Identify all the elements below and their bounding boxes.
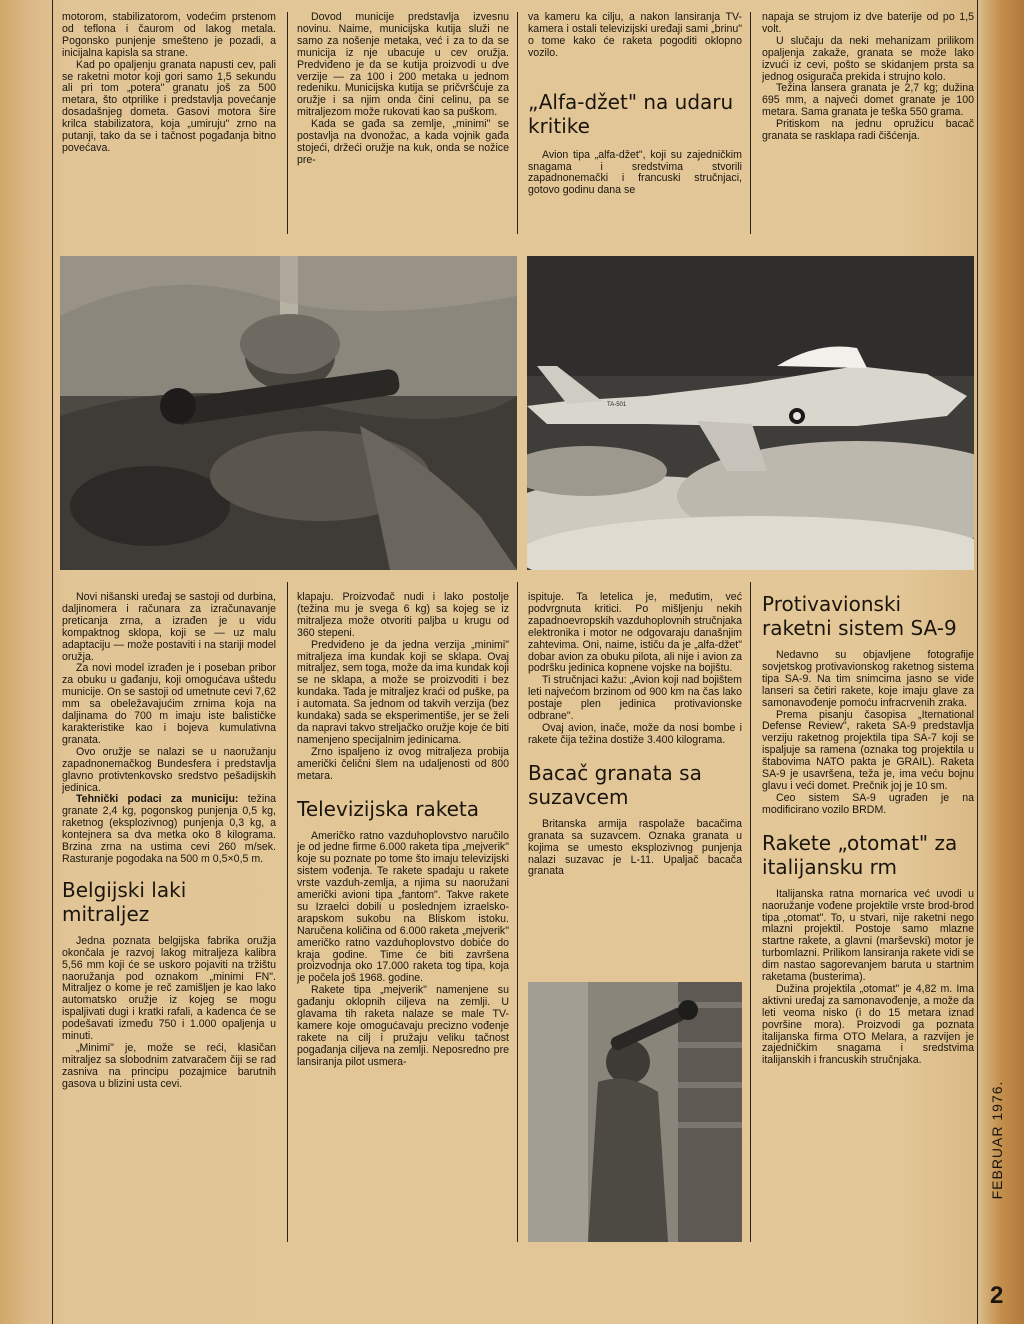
column-rule	[750, 582, 751, 1242]
paragraph: Ti stručnjaci kažu: „Avion koji nad bojištem leti najvećom brzinom od 900 km na čas lako postaje plen jedinica protivavionske odbrane".	[528, 674, 742, 723]
bottom-column-2	[297, 592, 509, 1242]
alpha-jet-image	[527, 256, 974, 570]
issue-date	[982, 1030, 1012, 1250]
paragraph: „Minimi" je, može se reći, klasičan mitraljez sa slobodnim zatvaračem čiji se rad zasniva na principu pozajmice barutnih gasova u blizini usta cevi.	[62, 1042, 276, 1090]
article-heading: Protivavionski raketni sistem SA-9	[762, 592, 957, 640]
column-rule	[287, 582, 288, 1242]
paragraph: Britanska armija raspolaže bacačima granata sa suzavcem. Oznaka granata u kojima se umesto eksplozivnog punjenja nalazi suzavac je L-11. Upaljač bacača granata	[528, 817, 742, 878]
paragraph: Jedna poznata belgijska fabrika oružja okončala je razvoj lakog mitraljeza kalibra 5,56 mm koji će se uskoro pojaviti na tržištu naoružanja pod oznakom „minimi FN". Mitraljez o kome je reč zamišljen je kao lako automatsko oružje iz kojeg se mogu ispaljivati dugi i kratki rafali, a kadenca će se podešavati između 750 i 1.000 opaljenja u minuti.	[62, 934, 276, 1043]
paragraph: Dužina projektila „otomat" je 4,82 m. Ima aktivni uređaj za samonavođenje, a može da leti veoma nisko (i do 15 metara iznad površine mora). Proizvodi ga poznata italijanska firma OTO Melara, a razvijen je zajedničkim snagama i sredstvima italijanskih i francuskih stručnjaka.	[762, 982, 974, 1067]
article-heading: Bacač granata sa suzavcem	[528, 760, 702, 809]
bottom-column-3	[528, 592, 742, 972]
paragraph: U slučaju da neki mehanizam prilikom opaljenja zakaže, granata se može lako izvući iz cevi, pošto se skidanjem prsta sa jednog osigurača prekida i strujno kolo.	[762, 34, 974, 83]
issue-date-text: FEBRUAR 1976.	[989, 1080, 1005, 1200]
teargas-launcher-photo	[528, 982, 742, 1242]
column-rule	[287, 12, 288, 234]
paragraph: Američko ratno vazduhoplovstvo naručilo je od jedne firme 6.000 raketa tipa „mejverik" koje su poznate po tome što imaju televizijski sistem vođenja. Te rakete spadaju u rakete vrste vazduh-zemlja, a njima su naoružani američki avioni tipa „fantom". Takve rakete su Izraelci dobili u poslednjem izraelsko-arapskom sukobu na Bliskom istoku. Naručena količina od 6.000 raketa „mejverik" američko ratno vazduhoplovstvo dobiće do kraja godine. Time će biti završena proizvodnja oko 17.000 raketa tog tipa, koja je počela još 1968. godine.	[297, 829, 509, 985]
paragraph: Predviđeno je da jedna verzija „minimi" mitraljeza ima kundak koji se sklapa. Ovaj mitraljez, sem toga, može da ima kundak koji se ne sklapa, a može se proizvoditi i bez kundaka. Tada je mitraljez kraći od puške, pa i automata. Sa jednom od takvih verzija (bez kundaka) sada se eksperimentiše, jer se želi da napravi takvo streljačko oružje koje će biti namenjeno specijalnim jedinicama.	[297, 638, 509, 746]
paragraph: Dovod municije predstavlja izvesnu novinu. Naime, municijska kutija služi ne samo za nošenje metaka, već i za to da se municija iz nje ubacuje u cev oružja. Predviđeno je da se kutija proizvodi u dve verzije — za 100 i 200 metaka u jednom redeniku. Municijska kutija se pričvršćuje za oružje i sa njim onda čini celinu, pa se mitraljezom može rukovati kao sa puškom.	[297, 12, 509, 119]
aircraft-marking: TA-501	[607, 402, 627, 408]
paragraph: Nedavno su objavljene fotografije sovjetskog protivavionskog raketnog sistema tipa SA-9. Na tim snimcima jasno se vide lanseri sa četiri rakete, koje imaju glave za samonavođenje pomoću infracrvenih zraka.	[762, 649, 974, 709]
paragraph: Težina lansera granata je 2,7 kg; dužina 695 mm, a najveći domet granate je 100 metara. Sama granata je teška 550 grama.	[762, 82, 974, 119]
bottom-column-4	[762, 592, 974, 1242]
soldier-launcher-image	[60, 256, 517, 570]
article-heading: Televizijska raketa	[297, 796, 480, 821]
top-column-2	[297, 12, 509, 232]
paragraph: Zrno ispaljeno iz ovog mitraljeza probija američki čelični šlem na udaljenosti od 800 metara.	[297, 745, 509, 782]
paragraph: Italijanska ratna mornarica već uvodi u naoružanje vođene projektile vrste brod-brod tipa „otomat". To, u stvari, nije raketni nego mlazni projektil. Postoje samo mlazne startne rakete, a glavni (marševski) motor je turbomlazni. Prilikom lansiranja rakete vidi se dim nastao sagorevanjem baruta u startnim raketama (busterima).	[762, 887, 974, 984]
paragraph: Prema pisanju časopisa „Iternational Defense Review", raketa SA-9 predstavlja verziju raketnog projektila tipa SA-7 koji se ispaljuje sa ramena (oznaka tog projektila u štabovima NATO pakta je GRAIL). Raketa SA-9 je usavršena, teža je, ima veću bojnu glavu i veći domet. Prečnik joj je 10 sm.	[762, 708, 974, 792]
paragraph: motorom, stabilizatorom, vodećim prstenom od teflona i čaurom od lakog metala. Pogonsko punjenje smešteno je pozadi, a inicijalna kapisla sa strane.	[62, 12, 276, 59]
paragraph-text: težina granate 2,4 kg, pogonskog punjenja 0,5 kg, raketnog (eksplozivnog) punjenja 0,3 kg, a kontejnera sa dva metka oko 8 kilograma. Brzina zrna na ustima cevi 260 m/sek. Rasturanje pogodaka na 500 m 0,5×0,5 m.	[62, 793, 276, 865]
paragraph: klapaju. Proizvođač nudi i lako postolje (težina mu je svega 6 kg) sa kojeg se iz mitraljeza može otvoriti paljba u krugu od 360 stepeni.	[297, 592, 509, 639]
article-heading: Rakete „otomat" za italijansku rm	[762, 830, 958, 879]
article-heading: Belgijski laki mitraljez	[62, 877, 187, 926]
paragraph: Ceo sistem SA-9 ugrađen je na modificirano vozilo BRDM.	[762, 791, 974, 816]
paragraph: va kameru ka cilju, a nakon lansiranja TV-kamera i ostali televizijski uređaji sami „brinu" o tome kako će raketa pogoditi oklopno vozilo.	[528, 12, 742, 59]
paragraph: Ovaj avion, inače, može da nosi bombe i rakete čija težina dostiže 3.400 kilograma.	[528, 721, 742, 746]
column-rule	[52, 0, 53, 1324]
bottom-column-1	[62, 592, 276, 1242]
column-rule	[517, 12, 518, 234]
alpha-jet-photo	[527, 256, 974, 570]
paragraph: Rakete tipa „mejverik" namenjene su gađanju oklopnih ciljeva na zemlji. U glavama tih raketa nalaze se male TV-kamere koje omogućavaju precizno vođenje rakete na cilj i pružaju veliku tačnost pogađanja ciljeva na zemlji. Neposredno pre lansiranja pilot usmera-	[297, 984, 509, 1068]
paragraph: Pritiskom na jednu opružicu bacač granata se rasklapa radi čišćenja.	[762, 118, 974, 143]
article-heading: „Alfa-džet" na udaru kritike	[528, 89, 734, 138]
page-edge-rule	[977, 0, 978, 1324]
paragraph: Kada se gađa sa zemlje, „minimi" se postavlja na dvonožac, a kada vojnik gađa stojeći, držeći oružje na kuk, onda se nožice pre-	[297, 118, 509, 166]
paragraph	[62, 794, 276, 865]
page-number: 2	[990, 1282, 1004, 1309]
column-rule	[750, 12, 751, 234]
top-column-3	[528, 12, 742, 232]
bold-lead: Tehnički podaci za municiju:	[76, 793, 239, 806]
paragraph: Za novi model izrađen je i poseban pribor za obuku u gađanju, koji omogućava uštedu municije. On se sastoji od umetnute cevi 7,62 mm sa obeležavajućim zrnima koja na daljinama do 700 m imaju iste balističke karakteristike kao i bojeva kumulativna granata.	[62, 662, 276, 746]
paragraph: Kad po opaljenju granata napusti cev, pali se raketni motor koji gori samo 1,5 sekundu ali pri tom „potera" granatu još za 500 metara, što otprilike i predstavlja povećanje dosadašnjeg dometa. Gasovi motora šire krilca stabilizatora, koja „umiruju" zrno na putanji, tako da se i tačnost pogađanja bitno povećava.	[62, 58, 276, 154]
top-column-4	[762, 12, 974, 232]
top-column-1	[62, 12, 276, 232]
paragraph: ispituje. Ta letelica je, međutim, već podvrgnuta kritici. Po mišljenju nekih zapadnoevropskih vazduhoplovnih stručnjaka elektronika i motor ne odgovaraju današnjim zahtevima. Oni, naime, ističu da je „alfa-džet" dobar avion za obuku pilota, ali nije i avion za podršku jedinica kopnene vojske na bojištu.	[528, 592, 742, 675]
soldier-launcher-photo	[60, 256, 517, 570]
paragraph: napaja se strujom iz dve baterije od po 1,5 volt.	[762, 12, 974, 35]
paragraph: Ovo oružje se nalazi se u naoružanju zapadnonemačkog Bundesfera i predstavlja glavno protivtenkovsko sredstvo pešadijskih jedinica.	[62, 745, 276, 794]
paragraph: Novi nišanski uređaj se sastoji od durbina, daljinomera i računara za izračunavanje preticanja zrna, a izrađen je u vidu kompaktnog sklopa, koji se — uz malu adaptaciju — može postaviti i na stariji model oružja.	[62, 592, 276, 663]
column-rule	[517, 582, 518, 1242]
teargas-launcher-image	[528, 982, 742, 1242]
paragraph: Avion tipa „alfa-džet", koji su zajedničkim snagama i sredstvima stvorili zapadnonemački i francuski stručnjaci, gotovo godinu dana se	[528, 148, 742, 197]
